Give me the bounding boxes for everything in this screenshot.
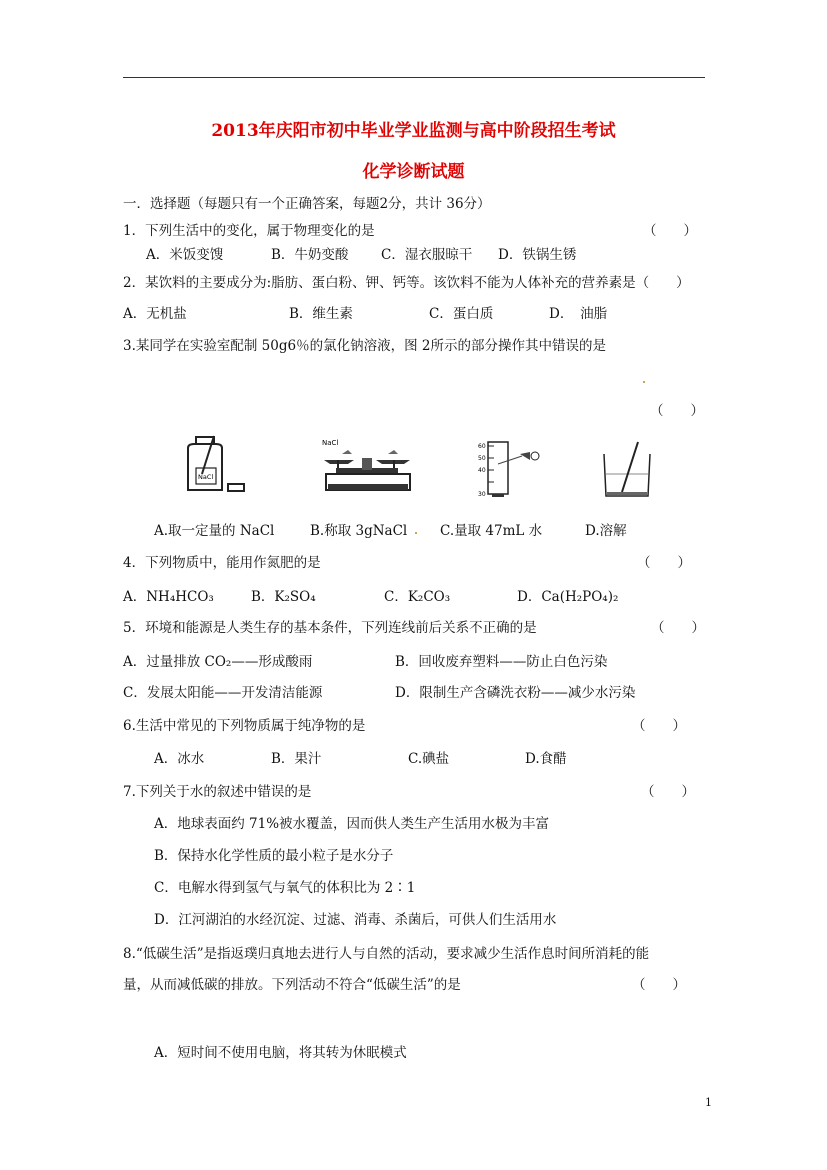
q5-option-c: C．发展太阳能——开发清洁能源 (123, 685, 323, 701)
exam-subtitle: 化学诊断试题 (362, 162, 465, 182)
balance-label: NaCl (322, 439, 339, 447)
page-number: 1 (705, 1096, 712, 1109)
q7-option-d: D．江河湖泊的水经沉淀、过滤、消毒、杀菌后，可供人们生活用水 (154, 912, 557, 928)
q4-option-a: A．NH₄HCO₃ (123, 589, 214, 605)
question-5-stem: 5．环境和能源是人类生存的基本条件，下列连线前后关系不正确的是 (123, 620, 537, 636)
q1-option-c: C．湿衣服晾干 (381, 247, 473, 263)
question-8-stem-line1: 8.“低碳生活”是指返璞归真地去进行人与自然的活动，要求减少生活作息时间所消耗的能 (123, 946, 650, 962)
q1-option-b: B．牛奶变酸 (271, 247, 349, 263)
answer-bracket: （ ） (650, 403, 704, 419)
q2-option-a: A．无机盐 (123, 306, 187, 322)
q6-option-c: C.碘盐 (408, 751, 450, 767)
question-8-stem-line2: 量，从而减低碳的排放。下列活动不符合“低碳生活”的是 (123, 977, 461, 993)
answer-bracket: （ ） (632, 977, 686, 993)
beaker-figure (598, 440, 658, 500)
q1-option-d: D．铁锅生锈 (498, 247, 577, 263)
q6-option-a: A．冰水 (154, 751, 205, 767)
question-6-stem: 6.生活中常见的下列物质属于纯净物的是 (123, 718, 366, 734)
answer-bracket: （ ） (651, 620, 705, 636)
tick-60: 60 (478, 443, 486, 450)
question-1-stem: 1．下列生活中的变化，属于物理变化的是 (123, 223, 375, 239)
question-4-stem: 4．下列物质中，能用作氮肥的是 (123, 555, 321, 571)
q6-option-d: D.食醋 (525, 751, 567, 767)
question-2-stem: 2．某饮料的主要成分为:脂肪、蛋白粉、钾、钙等。该饮料不能为人体补充的营养素是（ ） (123, 275, 690, 291)
q1-option-a: A．米饭变馊 (146, 247, 224, 263)
tick-40: 40 (478, 467, 486, 474)
q3-option-c: C.量取 47mL 水 (440, 523, 543, 539)
scan-speck (415, 532, 417, 534)
q2-option-c: C．蛋白质 (429, 306, 494, 322)
answer-bracket: （ ） (637, 555, 691, 571)
q7-option-c: C．电解水得到氢气与氧气的体积比为 2∶1 (154, 880, 416, 896)
q4-option-d: D．Ca(H₂PO₄)₂ (517, 589, 619, 605)
q2-option-b: B．维生素 (289, 306, 353, 322)
bottle-label: NaCl (198, 473, 214, 481)
q4-option-c: C．K₂CO₃ (384, 589, 451, 605)
q4-option-b: B．K₂SO₄ (251, 589, 316, 605)
balance-figure (318, 436, 418, 496)
q3-option-a: A.取一定量的 NaCl (154, 523, 275, 539)
question-3-stem: 3.某同学在实验室配制 50g6％的氯化钠溶液，图 2所示的部分操作其中错误的是 (123, 338, 606, 354)
q5-option-d: D．限制生产含磷洗衣粉——减少水污染 (395, 685, 636, 701)
q3-option-b: B.称取 3gNaCl (310, 523, 408, 539)
reagent-bottle-figure (178, 434, 250, 496)
question-7-stem: 7.下列关于水的叙述中错误的是 (123, 784, 312, 800)
scan-speck (643, 381, 645, 383)
q5-option-b: B．回收废弃塑料——防止白色污染 (395, 654, 608, 670)
answer-bracket: （ ） (643, 223, 697, 239)
answer-bracket: （ ） (632, 718, 686, 734)
exam-title: 2013年庆阳市初中毕业学业监测与高中阶段招生考试 (211, 121, 616, 141)
q8-option-a: A．短时间不使用电脑，将其转为休眠模式 (154, 1045, 407, 1061)
answer-bracket: （ ） (641, 784, 695, 800)
q5-option-a: A．过量排放 CO₂——形成酸雨 (123, 654, 313, 670)
tick-30: 30 (478, 491, 486, 498)
q2-option-d: D． 油脂 (549, 306, 608, 322)
graduated-cylinder-figure (478, 436, 542, 498)
q3-option-d: D.溶解 (585, 523, 627, 539)
q6-option-b: B．果汁 (271, 751, 322, 767)
header-rule (123, 77, 705, 78)
q7-option-b: B．保持水化学性质的最小粒子是水分子 (154, 848, 394, 864)
section-heading: 一．选择题（每题只有一个正确答案，每题2分，共计 36分） (123, 196, 491, 212)
q7-option-a: A．地球表面约 71%被水覆盖，因而供人类生产生活用水极为丰富 (154, 816, 550, 832)
tick-50: 50 (478, 455, 486, 462)
